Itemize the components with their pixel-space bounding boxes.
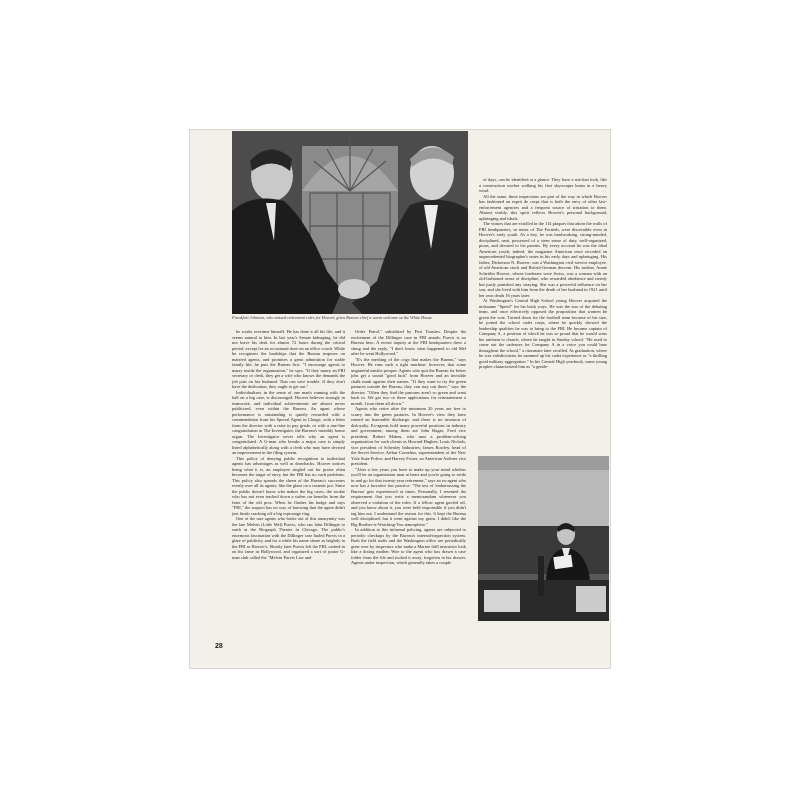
text-column-3: [479, 177, 607, 449]
paragraph: of days, can be identified at a glance. They have a stricken look, like a construction worker walking his first skyscraper beam in a heavy wind.: [479, 177, 607, 193]
photo-young-hoover-desk: [478, 456, 609, 621]
paragraph: Individualism, in the sense of one man's running with the ball on a big case, is discouraged. Hoover believes strongly in teamwork, and individual achievements are almost never publicized, even within the Bureau. An agent whose performance is outstanding is quietly rewarded with a commendation from his Special Agent in Charge, with a letter from the director with a raise in pay grade, or with a one-line congratulation in The Investigator, the Bureau's monthly house organ. The Investigator never tells why an agent is congratulated. A G-man who breaks a major case is simply listed alphabetically along with a clerk who may have devised an improvement in the filing system.: [232, 389, 345, 455]
paragraph: The virtues that are extolled in the 114 plaques that adorn the walls of FBI headquarters, in terms of The Fortieth, were discernible even in Hoover's early youth. As a boy, he was hardworking, strong-minded, disciplined, neat, possessed of a stern sense of duty, well-organized, pious, and devoted to his parents. By every account he was the ideal American youth; indeed, the magazine American once recorded an unprecedented biographer's notes in his early days and upbringing. His father, Dickerson N. Hoover, was a Washington civil-service employee, of old American stock and British-German descent. His mother, Annie Scheitlin Hoover, whose forebears were Swiss, was a woman with an old-fashioned sense of discipline, who rewarded obedience and sternly but justly punished any straying. She was a powerful influence on her son, and she lived with him from the death of her husband in 1921 until her own death 16 years later.: [479, 221, 607, 298]
paragraph: he works overtime himself. He has done it all his life, and it seems natural to him. In last year's Senate kidnaping, he did not leave his desk for almost 72 hours during the critical period, except for an occasional doze on an office couch. While he recognizes the hardships that the Bureau imposes on married agents, and promises a great admiration for stable family life, he puts the Bureau first. "I encourage agents to marry inside the organization," he says. "If they marry an FBI secretary or clerk, they get a wife who knows the demands the job puts on her husband. That can save trouble. If they don't have the dedication, they ought to get out.": [232, 329, 345, 389]
text-column-2: [351, 329, 466, 642]
paragraph: This policy of denying public recognition to individual agents has advantages as well as drawbacks. Hoover notices being what it is, an employee singled out for praise often becomes the target of envy, but the FBI has no such problems. This policy also spreads the sheen of the Bureau's successes evenly over all its agents, like the glaze on a ceramic pot. Since the public doesn't know who makes the big cases, the rookie who has not even tracked down a stolen car benefits from the feats of the old pros. When he flashes his badge and says "FBI," the suspect has no way of knowing that the agent didn't just finish cracking off a big espionage ring.: [232, 455, 345, 516]
paragraph: All the same, these inspections are part of the way in which Hoover has fashioned an esprit de corps that is both the envy of other law-enforcement agencies and a frequent source of irritation to them. Almost visibly, this spirit reflects Hoover's personal background, upbringing and ideals.: [479, 193, 607, 221]
photo-hoover-handshake: [232, 131, 468, 314]
paragraph: Order Patrol," subsidized by Post Toasties. Despite the excitement of the Dillinger case in FBI annals, Purvis is no Bureau hero. A recent inquiry at the FBI headquarters drew a shrug and the reply, "I don't know what happened to old Mel after he went Hollywood.": [351, 329, 466, 356]
paragraph: In addition to this informal policing, agents are subjected to periodic checkups by the Bureau's internal-inspection system. Both the field staffs and the Washington office are periodically gone over by inspectors who make a Marine drill instructor look like a doting mother. Woe to the agent who has drawn a case folder from the file and tucked it away, forgotten in his drawer. Agents under inspection, which generally takes a couple: [351, 527, 466, 565]
paragraph: Agents who retire after the minimum 20 years are free to scurry into the green pastures. In Hoover's view they have earned an honorable discharge, and there is no invasion of disloyalty. Ex-agents hold many powerful positions in industry and government; among them are John Bugas, Ford vice president; Robert Maheu, who runs a problem-solving organization for such clients as Howard Hughes; Louis Nichols, vice president of Schenley Industries; James Rowley, head of the Secret Service; Arthur Cornelius, superintendent of the New York State Police; and Harvey Foster, an American Airlines vice president.: [351, 406, 466, 466]
paragraph: "After a few years you have to make up your mind whether you'll be an organization man at heart and you're going to settle in and go for that twenty-year retirement," says an ex-agent who now has a lucrative law practice. "The test of 'embarrassing the Bureau' gets experienced at times. Personally, I resented the requirement that you write a memorandum whenever you observed a violation of the rules. If a fellow agent goofed off, and you knew about it, you were held responsible if you didn't tag him out. I understand the reason for this. It kept the Bureau well disciplined, but it went against my grain. I didn't like the Big Brother-is-Watching-You atmosphere.": [351, 466, 466, 527]
page-number: 28: [215, 643, 223, 650]
text-column-1: [232, 329, 345, 642]
paragraph: "It's the meshing of the cogs that makes the Bureau," says Hoover. He runs such a tight machine, however, that some ungrateful misfits prosper. Agents who quit the Bureau for better jobs get a sound "good luck" from Hoover and an invisible chalk mark against their names. "If they want to try the green pastures outside the Bureau, they can stay out there," says the director. "Often they find the pastures aren't so green and want back in. We get two or three applications for reinstatement a month. I turn them all down.": [351, 356, 466, 406]
paragraph: One of the rare agents who broke out of this anonymity was the late Melvin (Little Mel) Purvis, who ran John Dillinger to earth at the Biograph Theater in Chicago. The public's enormous fascination with the Dillinger case hailed Purvis in a glare of publicity, and for a while his name shone as brightly in the FBI as Hoover's. Shortly later Purvis left the FBI, cashed in on his fame in Hollywood, and organized a sort of junior G-man club called the "Melvin Purvis Law and: [232, 516, 345, 560]
photo-caption: Frankfort Johnson, who missed retirement rules for Hoover, gives Bureau chief a warm welcome at the White House: [232, 315, 433, 320]
paragraph: At Washington's Central High School young Hoover acquired the nickname "Speed" for his brisk ways. He was the star of the debating team, and once effectively opposed the proposition that women be given the vote. Turned down for the football team because of his size, he joined the school cadet corps, where he quickly showed the leadership qualities he was to bring to the FBI. He became captain of Company A, a position of which he was so proud that he would wear his uniform to church, where he taught in Sunday school. "He used to come out the cadences for Company A in a voice you could hear throughout the school," a classmate later recalled. At graduation, where he was valedictorian, he summed up his cadet experience as "a thrilling good military aggregation." In his Central High yearbook, some young prophet characterized him as "a gentle-: [479, 298, 607, 369]
